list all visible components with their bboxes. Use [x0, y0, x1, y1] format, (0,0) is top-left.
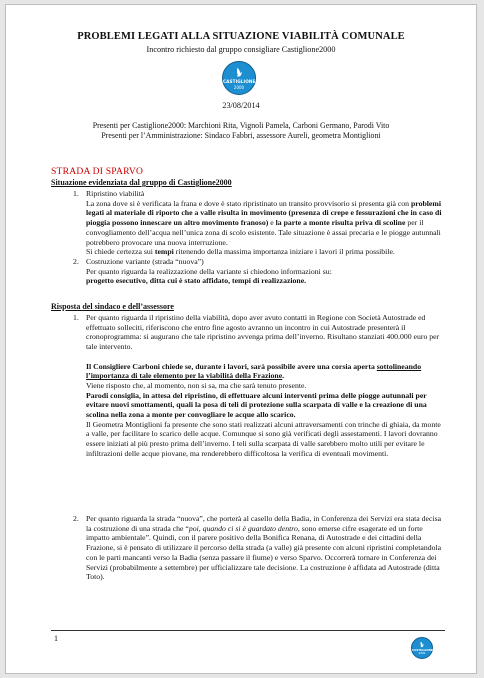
castiglione-logo-footer: [411, 637, 433, 659]
castiglione-logo: [222, 61, 256, 95]
item-paragraph: Il Geometra Montiglioni fa presente che sono stati realizzati alcuni attraversamenti con trinche di ghiaia, da monte a valle, per facilitare lo scarico delle acque. Comunque si sono già verificati degli assestamenti. I lavori dovranno essere iniziati al più presto prima dell’inverno. I teli sulla scarpata di valle sarebbero molto utili per evitare le infiltrazioni delle acque piovane, ma renderebbero difficoltosa la verifica di eventuali movimenti.: [86, 419, 441, 458]
logo-name: CASTIGLIONE: [223, 79, 256, 84]
logo-name: CASTIGLIONE: [412, 648, 433, 652]
item-title: Ripristino viabilità: [86, 189, 145, 198]
item-paragraph: La zona dove si è verificata la frana e dove è stato ripristinato un transito provvisorio si presenta già con problemi legati al materiale di riporto che a valle risulta in movimento (presenza di crepe e fessurazioni che in caso di pioggia possono innescare un altro movimento franoso) e la parte a monte risulta priva di scoline per il convogliamento dell’acqua nell’unica zona di scolo esistente. Tale situazione è assai precaria e le piogge autunnali potrebbero provocare una nuova interruzione.: [86, 198, 442, 247]
item-number: 1.: [73, 189, 79, 198]
response-list-continued: [51, 514, 446, 582]
list-item: [51, 189, 446, 257]
document-title: PROBLEMI LEGATI ALLA SITUAZIONE VIABILITÀ COMUNALE: [77, 31, 405, 42]
situation-heading: Situazione evidenziata dal gruppo di Castiglione2000: [51, 178, 232, 187]
response-heading: Risposta del sindaco e dell’assessore: [51, 302, 174, 311]
item-number: 2.: [73, 256, 79, 266]
footer-divider: [51, 630, 445, 631]
item-paragraph: Parodi consiglia, in attesa del ripristino, di effettuare alcuni interventi prima delle piogge autunnali per evitare nuovi smottamenti, quali la posa di teli di protezione sulla scarpata di valle e la creazione di una scolina nella zona a monte per convogliare le acque allo scarico.: [86, 390, 427, 420]
item-paragraph: progetto esecutivo, ditta cui è stato affidato, tempi di realizzazione.: [86, 276, 307, 286]
attendees-group: Presenti per Castiglione2000: Marchioni Rita, Vignoli Pamela, Carboni Germano, Parodi Vito: [92, 121, 390, 130]
item-paragraph: Si chiede certezza sui tempi ritenendo della massima importanza iniziare i lavori il prima possibile.: [86, 247, 395, 257]
item-paragraph: Per quanto riguarda il ripristino della viabilità, dopo aver avuto contatti in Regione con Società Autostrade ed effettuato solleciti, riferiscono che entro fine agosto avranno un incontro in cui Autostrade presenterà il cronoprogramma: si augurano che tale ripristino avvenga prima dell’inverno. Risultano stanziati 400.000 euro per tale intervento.: [86, 313, 440, 352]
list-item: [51, 257, 446, 286]
page-number: 1: [54, 634, 58, 643]
bird-icon: [235, 67, 245, 78]
document-subtitle: Incontro richiesto dal gruppo consigliare Castiglione2000: [146, 45, 336, 54]
logo-year: 2000: [233, 85, 245, 90]
document-date: 23/08/2014: [222, 101, 260, 110]
item-paragraph: Per quanto riguarda la strada “nuova”, che porterà al casello della Badia, in Conferenza dei Servizi era stata decisa la costruzione di una strada che “poi, quando ci si è guardato dentro, sono emerse cifre esagerate ed un forte impatto ambientale”. Quindi, con il parere positivo della Bonifica Renana, di Autostrade e dei cittadini della Frazione, si è pensato di utilizzare il percorso della strada (a valle) già presente con alcuni ripristini completandola con le parti mancanti verso la Badia (senza passare il fiume) e verso Sparvo. Occorrerà tornare in Conferenza dei Servizi (probabilmente a settembre) per ufficializzare tale decisione. La costruzione è affidata ad Autostrade (ditta Toto).: [86, 514, 442, 582]
item-paragraph: Il Consigliere Carboni chiede se, durante i lavori, sarà possibile avere una corsia aperta sottolineando l’importanza di tale elemento per la viabilità della Frazione.: [86, 361, 422, 381]
list-item: [51, 313, 446, 459]
situation-list: [51, 189, 446, 286]
section-title: STRADA DI SPARVO: [51, 166, 144, 177]
list-item: [51, 514, 446, 582]
attendees-administration: Presenti per l’Amministrazione: Sindaco Fabbri, assessore Aureli, geometra Montiglioni: [101, 130, 381, 140]
logo-year: 2000: [418, 652, 426, 655]
item-paragraph: Viene risposto che, al momento, non si sa, ma che sarà tenuto presente.: [86, 380, 307, 390]
response-list: [51, 313, 446, 459]
document-page: [5, 4, 477, 674]
bird-icon: [419, 641, 426, 648]
item-title: Costruzione variante (strada “nuova”): [86, 256, 204, 266]
attendees-block: [6, 121, 476, 140]
item-number: 2.: [73, 514, 79, 523]
item-number: 1.: [73, 313, 79, 322]
item-paragraph: Per quanto riguarda la realizzazione della variante si chiedono informazioni su:: [86, 266, 332, 276]
